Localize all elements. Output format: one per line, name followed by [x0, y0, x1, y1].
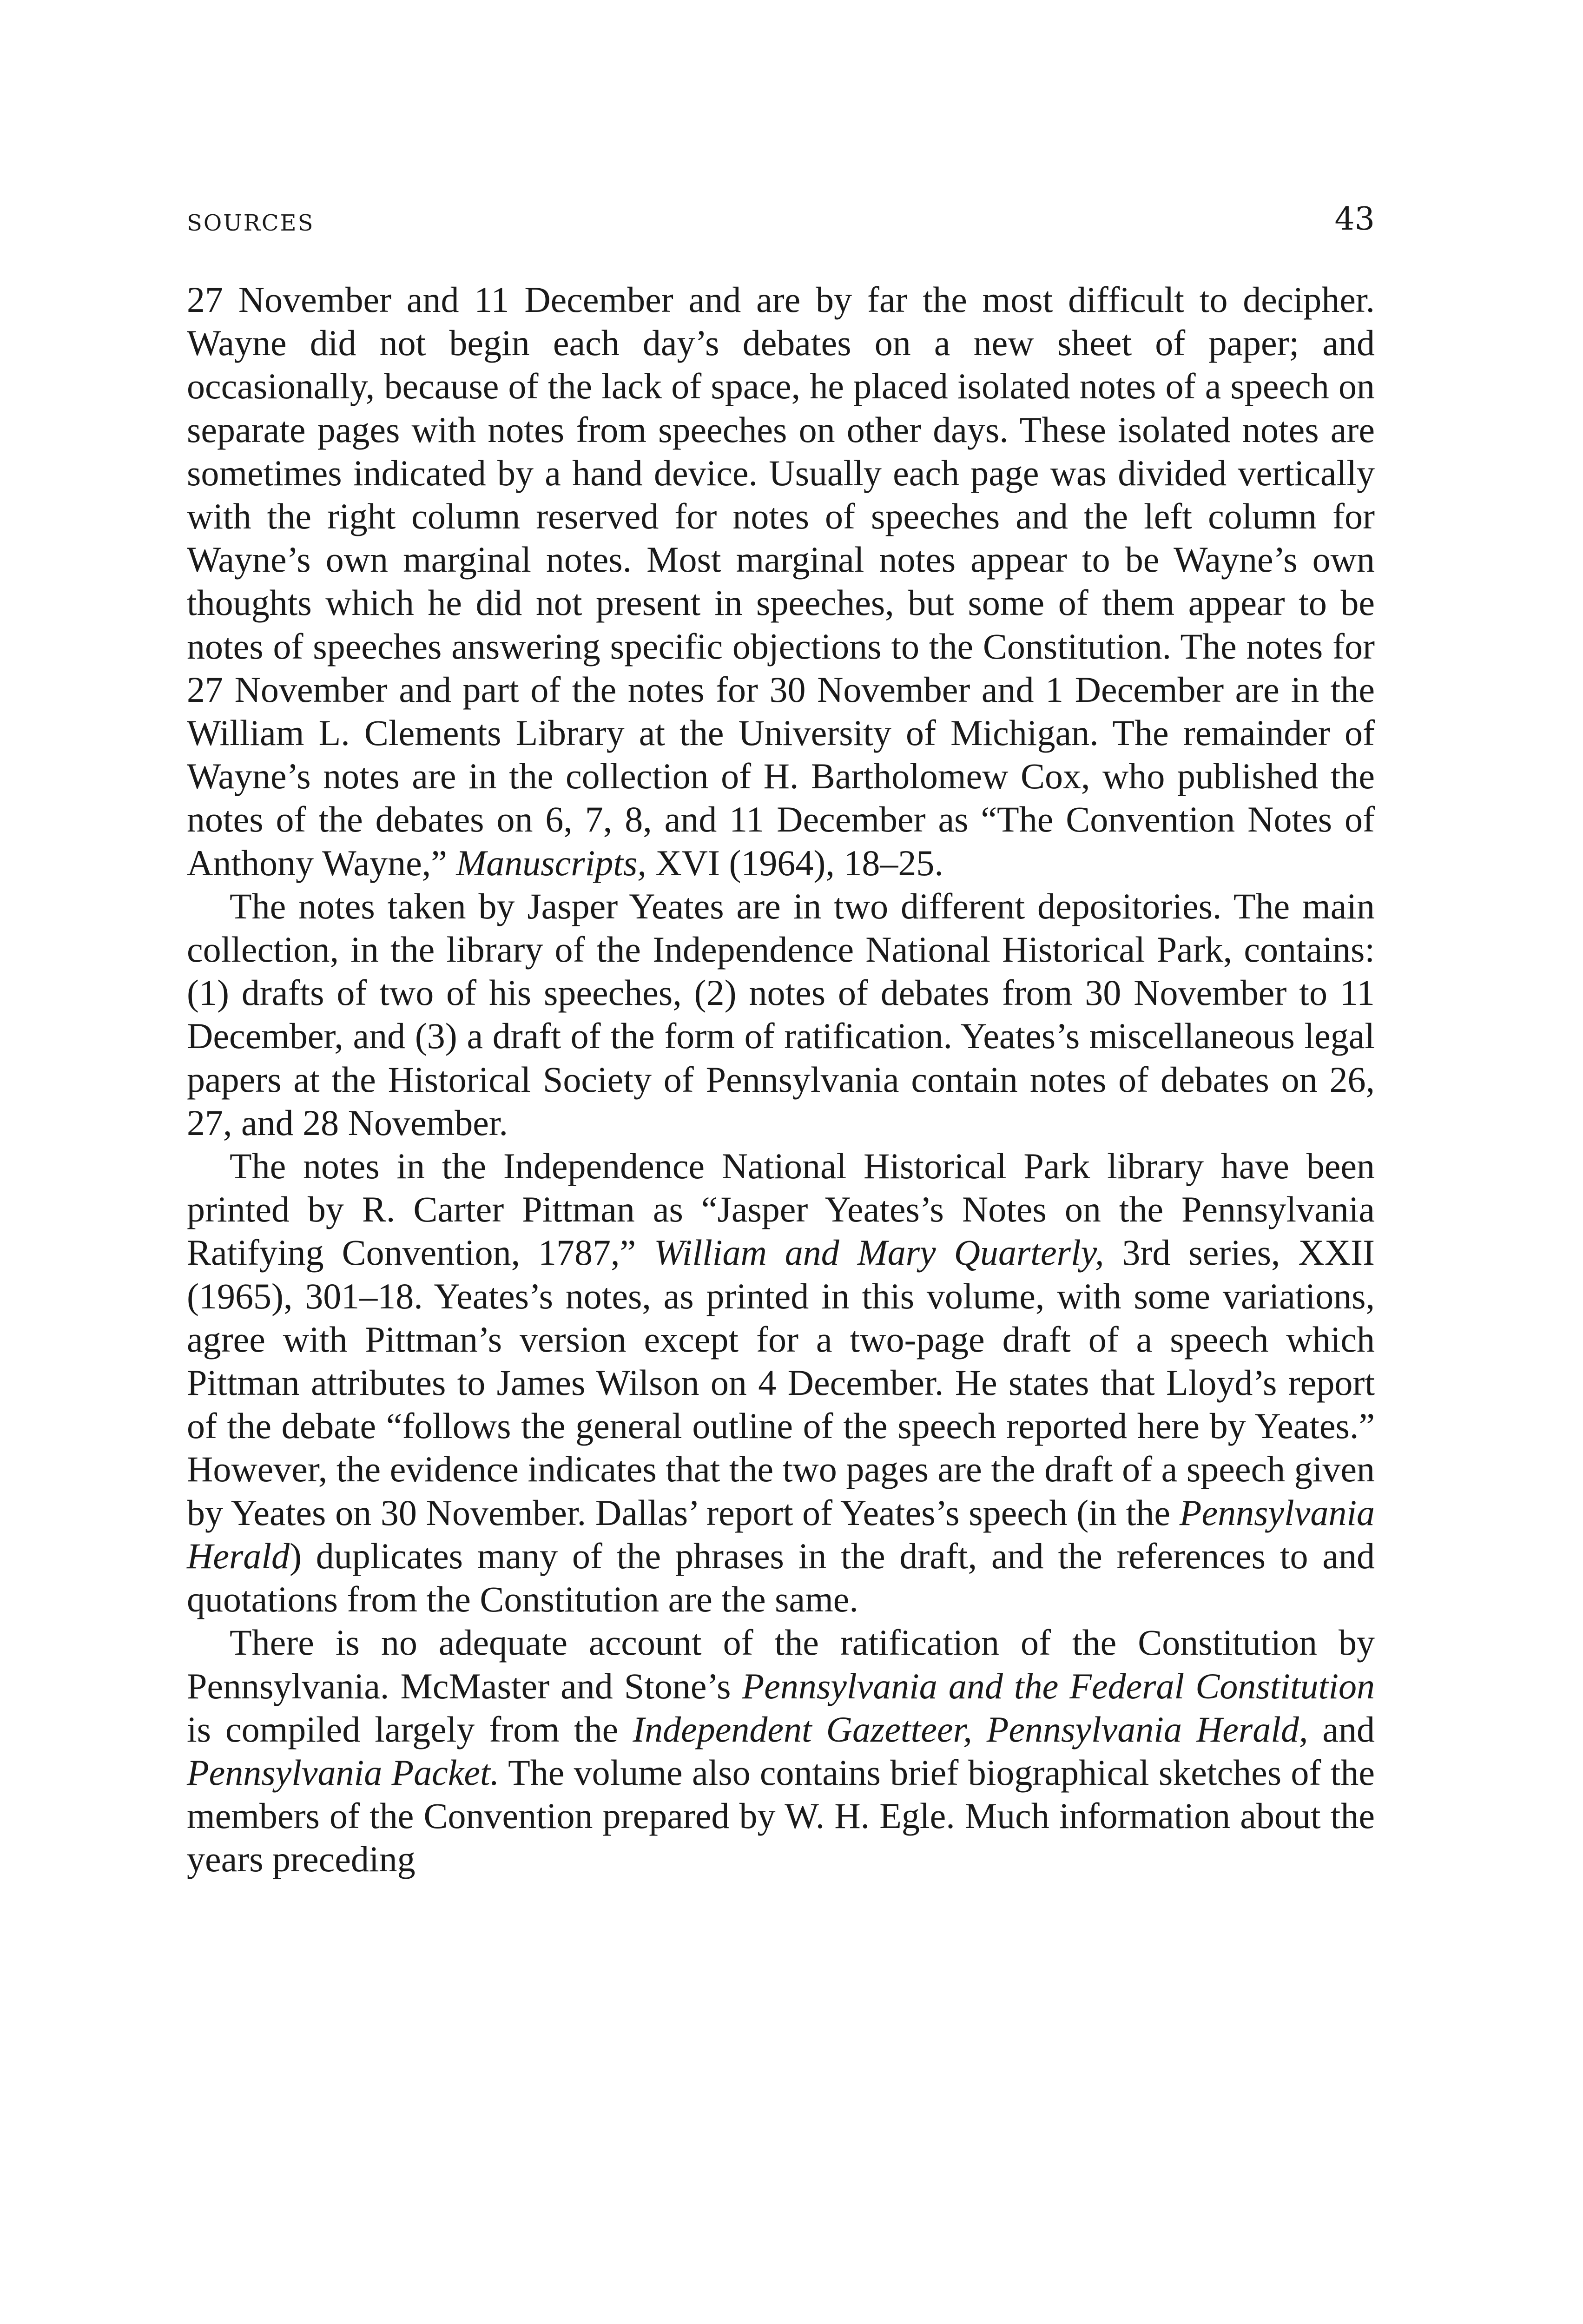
page-number: 43	[1334, 201, 1375, 238]
italic-run: William and Mary Quarterly,	[654, 1232, 1104, 1273]
text-run: The notes in the Independence National Historical Park library have been printed by R. Carter Pittman as “Jasper Yeates’s Notes on the Pennsylvania Ratifying Convention, 1787,”	[187, 1146, 1375, 1273]
text-run: The volume also contains brief biographical sketches of the members of the Convention prepared by W. H. Egle. Much information about the years preceding	[187, 1752, 1375, 1880]
italic-run: Independent Gazetteer, Pennsylvania Herald,	[633, 1709, 1308, 1750]
italic-run: Manuscripts,	[456, 842, 646, 883]
paragraph-ratification-account	[187, 1621, 1375, 1881]
body-text	[187, 278, 1375, 1881]
text-run: ) duplicates many of the phrases in the draft, and the references to and quotations from the Constitution are the same.	[187, 1535, 1375, 1620]
text-run: There is no adequate account of the ratification of the Constitution by Pennsylvania. McMaster and Stone’s	[187, 1622, 1375, 1706]
text-run: 27 November and 11 December and are by far the most difficult to decipher. Wayne did not begin each day’s debates on a new sheet of paper; and occasionally, because of the lack of space, he placed isolated notes of a speech on separate pages with notes from speeches on other days. These isolated notes are sometimes indicated by a hand device. Usually each page was divided vertically with the right column reserved for notes of speeches and the left column for Wayne’s own marginal notes. Most marginal notes appear to be Wayne’s own thoughts which he did not present in speeches, but some of them appear to be notes of speeches answering specific objections to the Constitution. The notes for 27 November and part of the notes for 30 November and 1 December are in the William L. Clements Library at the University of Michigan. The remainder of Wayne’s notes are in the collection of H. Bartholomew Cox, who published the notes of the debates on 6, 7, 8, and 11 December as “The Convention Notes of Anthony Wayne,”	[187, 279, 1375, 883]
text-run: 3rd series, XXII (1965), 301–18. Yeates’s notes, as printed in this volume, with some variations, agree with Pittman’s version except for a two-page draft of a speech which Pittman attributes to James Wilson on 4 December. He states that Lloyd’s report of the debate “follows the general outline of the speech reported here by Yeates.” However, the evidence indicates that the two pages are the draft of a speech given by Yeates on 30 November. Dallas’ report of Yeates’s speech (in the	[187, 1232, 1375, 1533]
running-title: SOURCES	[187, 210, 315, 236]
paragraph-yeates-depositories	[187, 885, 1375, 1144]
italic-run: Pennsylvania Herald	[187, 1492, 1375, 1576]
text-run: is compiled largely from the	[187, 1709, 633, 1750]
text-run: and	[1308, 1709, 1375, 1750]
text-run: The notes taken by Jasper Yeates are in two different depositories. The main collection, in the library of the Independence National Historical Park, contains: (1) drafts of two of his speeches, (2) notes of debates from 30 November to 11 December, and (3) a draft of the form of ratification. Yeates’s miscellaneous legal papers at the Historical Society of Pennsylvania contain notes of debates on 26, 27, and 28 November.	[187, 885, 1375, 1143]
paragraph-pittman-printing	[187, 1144, 1375, 1621]
text-run: XVI (1964), 18–25.	[646, 842, 943, 883]
paragraph-wayne-notes	[187, 278, 1375, 885]
running-head	[187, 201, 1375, 238]
italic-run: Pennsylvania Packet.	[187, 1752, 500, 1793]
italic-run: Pennsylvania and the Federal Constitution	[742, 1665, 1375, 1706]
